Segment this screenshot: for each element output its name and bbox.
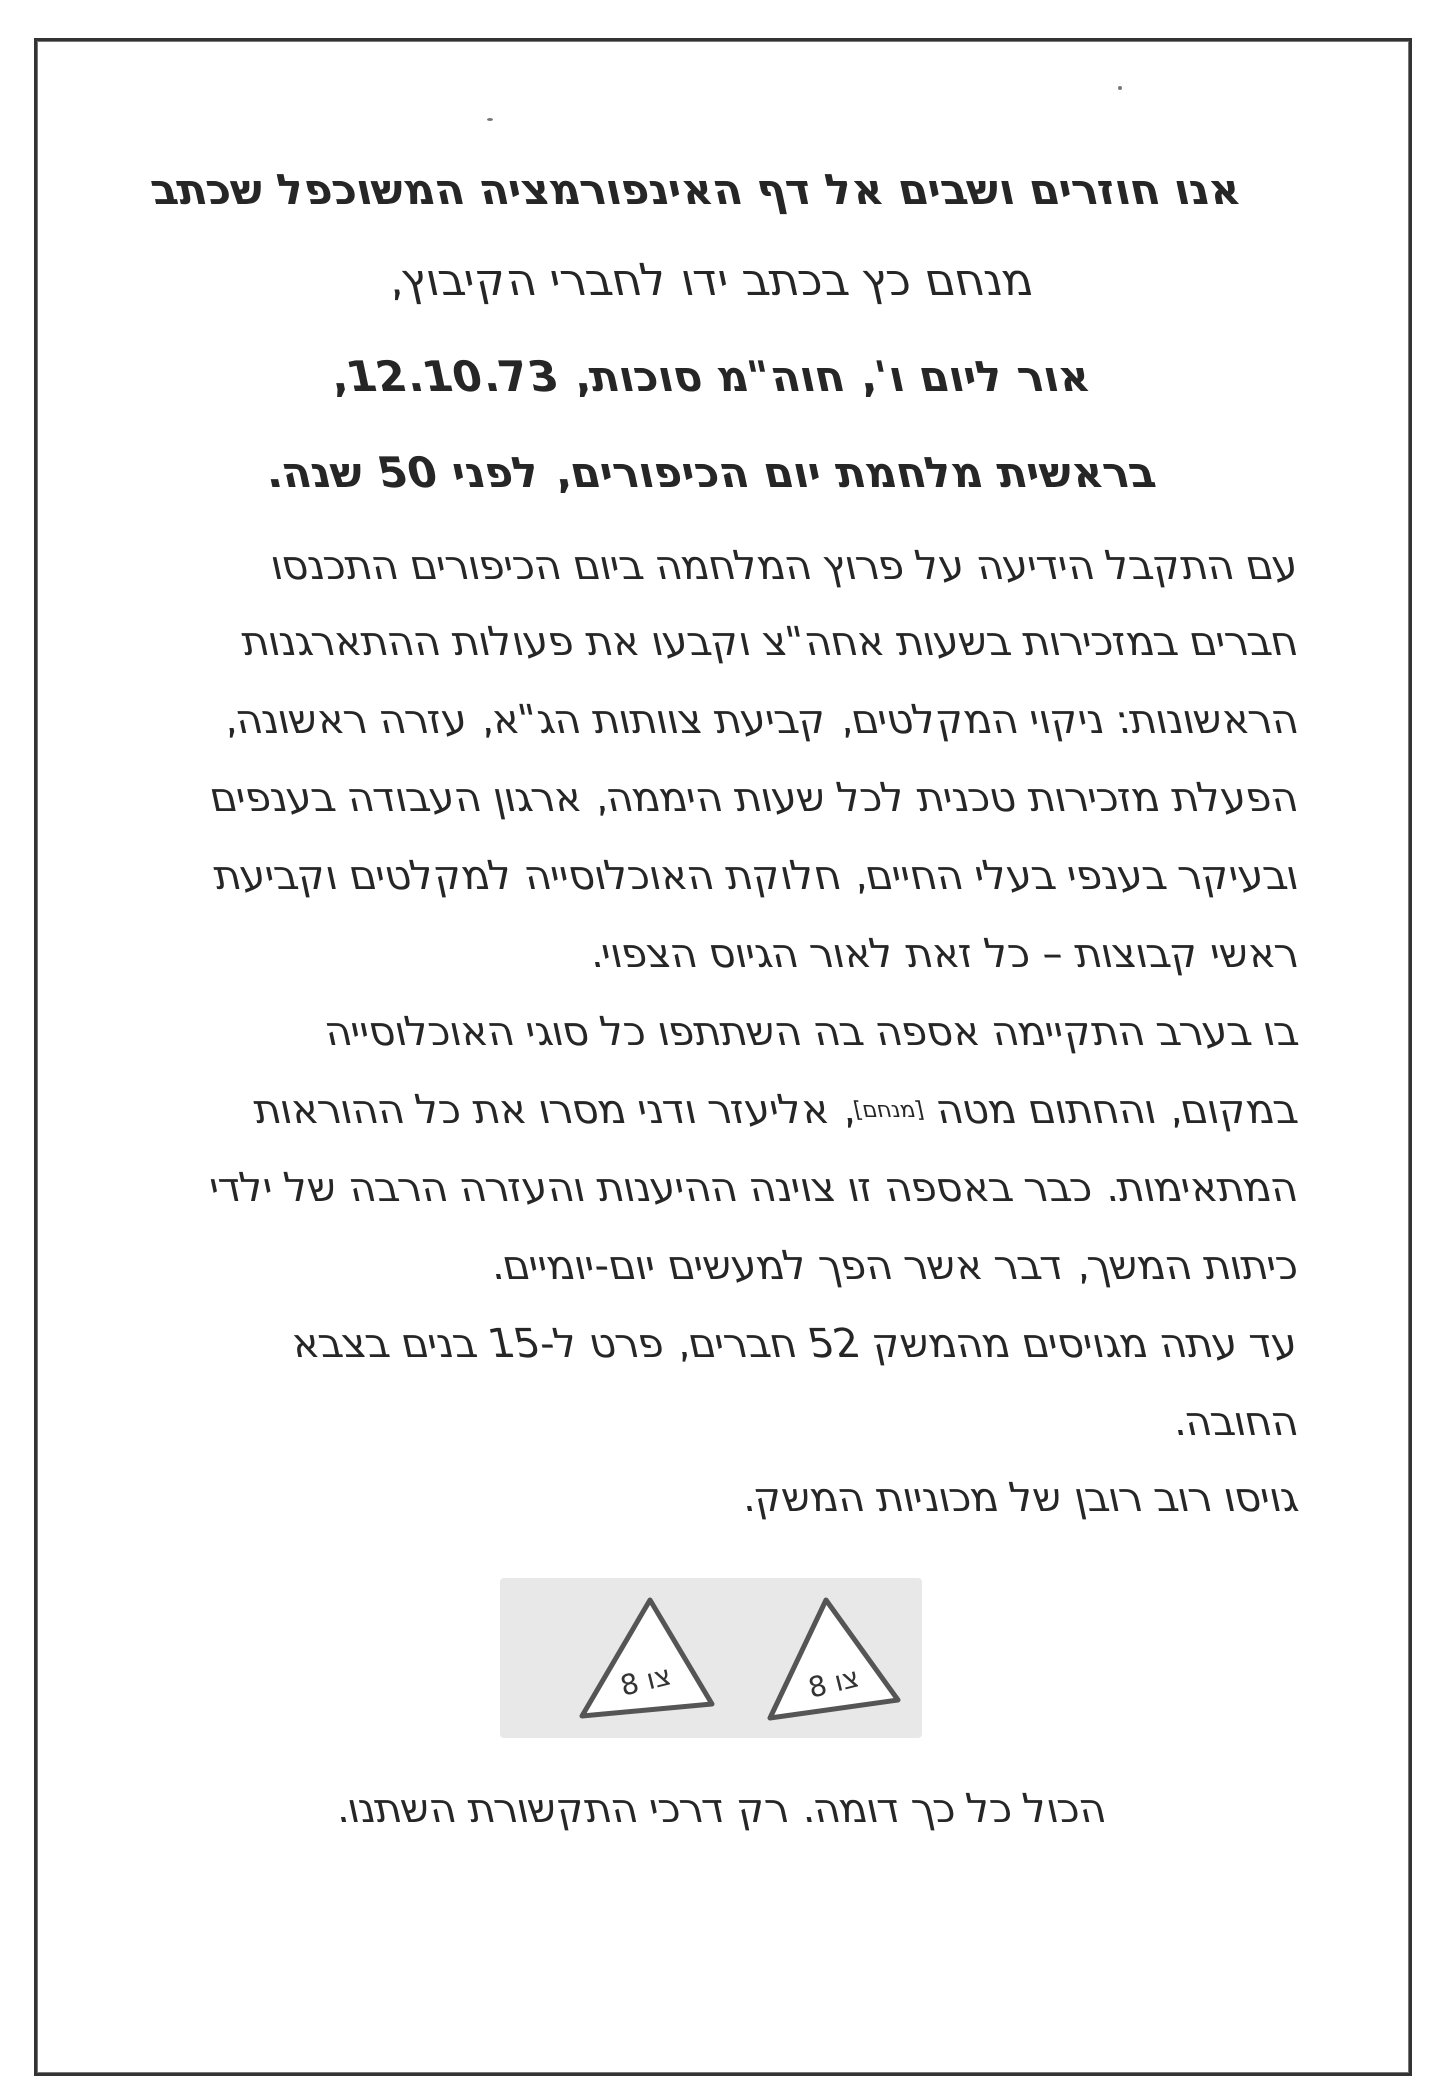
body-line-2: חברים במזכירות בשעות אחה"צ וקבעו את פעולות ההתארגנות [237, 619, 1302, 665]
stamp-area [500, 1578, 922, 1738]
body-line-7: בו בערב התקיימה אספה בה השתתפו כל סוגי האוכלוסייה [319, 1009, 1302, 1055]
triangle-stamp-right [750, 1578, 920, 1738]
page-border [34, 38, 1412, 2076]
bracket-note: [מנחם] [851, 1098, 927, 1123]
body-line-6: ראשי קבוצות – כל זאת לאור הגיוס הצפוי. [583, 931, 1302, 977]
paper-speck [1118, 86, 1122, 90]
paper-speck [487, 118, 493, 121]
body-line-4: הפעלת מזכירות טכנית לכל שעות היממה, ארגון העבודה בענפים [205, 775, 1302, 821]
body-line-1: עם התקבל הידיעה על פרוץ המלחמה ביום הכיפורים התכנסו [265, 543, 1302, 589]
heading-line-3: אור ליום ו', חוה"מ סוכות, 12.10.73, [325, 352, 1095, 401]
body-line-5: ובעיקר בענפי בעלי החיים, חלוקת האוכלוסייה למקלטים וקביעת [208, 853, 1302, 899]
body-line-8 [249, 1087, 1302, 1133]
body-line-8-end: , אליעזר ודני מסרו את כל ההוראות [249, 1087, 859, 1133]
triangle-stamp-left [562, 1578, 732, 1738]
heading-line-1: אנו חוזרים ושבים אל דף האינפורמציה המשוכפל שכתב [145, 165, 1246, 214]
body-line-8-start: במקום, והחתום מטה [931, 1087, 1302, 1133]
body-line-10: כיתות המשך, דבר אשר הפך למעשים יום-יומיים. [484, 1243, 1302, 1289]
heading-line-4: בראשית מלחמת יום הכיפורים, לפני 50 שנה. [259, 448, 1161, 497]
body-line-13: גויסו רוב רובן של מכוניות המשק. [736, 1475, 1302, 1521]
closing-remark: הכול כל כך דומה. רק דרכי התקשורת השתנו. [330, 1786, 1110, 1832]
body-line-11: עד עתה מגויסים מהמשק 52 חברים, פרט ל-15 בנים בצבא [287, 1321, 1302, 1367]
body-line-12: החובה. [1166, 1399, 1302, 1445]
stamp-label-left: צו 8 [616, 1658, 675, 1703]
body-line-9: המתאימות. כבר באספה זו צוינה ההיענות והעזרה הרבה של ילדי [205, 1165, 1302, 1211]
body-line-3: הראשונות: ניקוי המקלטים, קביעת צוותות הג"א, עזרה ראשונה, [217, 697, 1302, 743]
heading-line-2: מנחם כץ בכתב ידו לחברי הקיבוץ, [382, 255, 1038, 306]
stamp-label-right: צו 8 [804, 1660, 863, 1705]
